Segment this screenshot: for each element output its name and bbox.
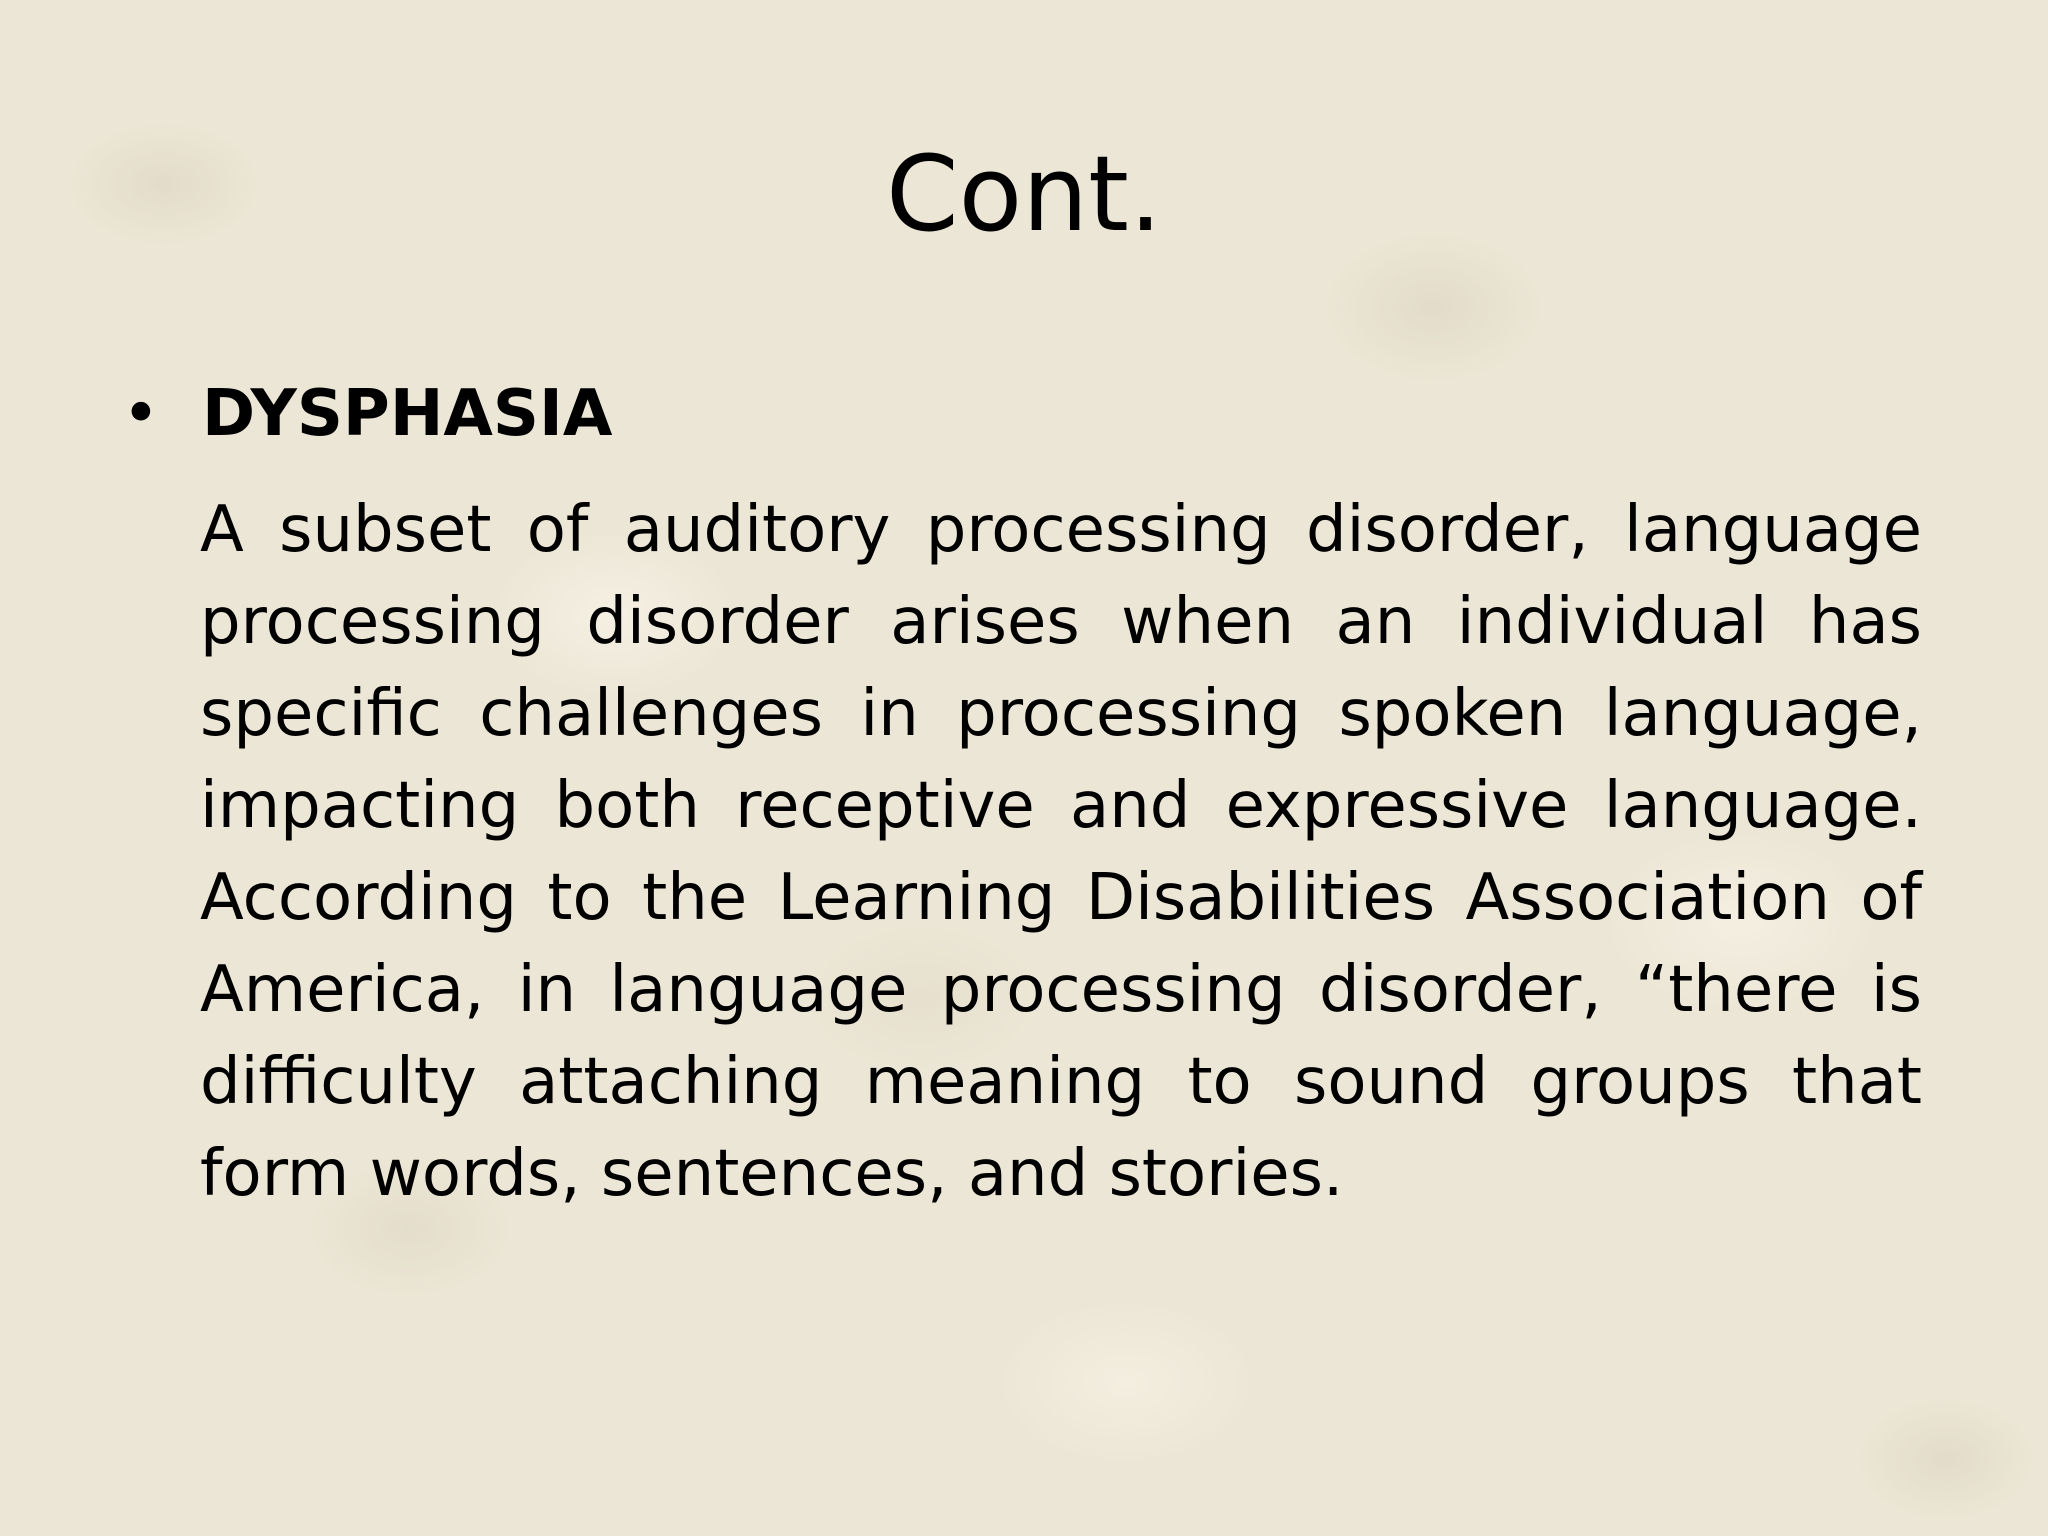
bullet-dot-icon: • — [122, 377, 160, 451]
bullet-heading-row — [122, 372, 1922, 456]
bullet-item — [122, 372, 1922, 456]
bullet-body-text: A subset of auditory processing disorder, language processing disorder arises when an individual has specific challenges in processing spoken language, impacting both receptive and expressive language. According to the Learning Disabilities Association of America, in language processing disorder, “there is difficulty attaching meaning to sound groups that form words, sentences, and stories. — [200, 493, 1922, 1211]
bullet-term: DYSPHASIA — [202, 377, 613, 451]
slide-title: Cont. — [886, 133, 1162, 255]
